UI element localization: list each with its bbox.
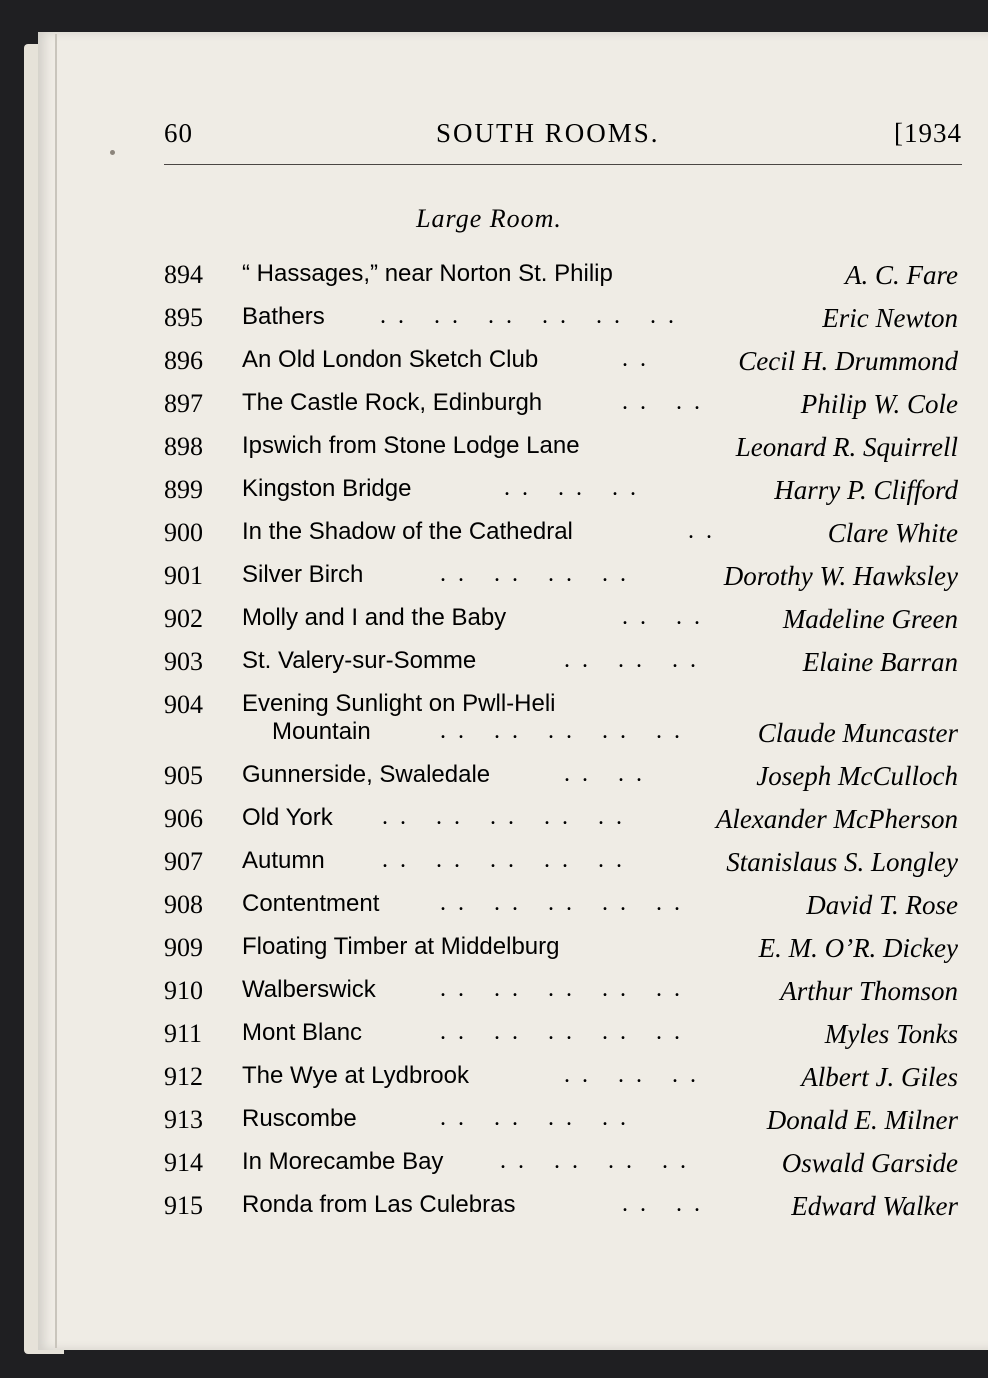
artwork-title: Gunnerside, Swaledale [242,761,491,788]
catalogue-number: 900 [164,518,203,547]
page-number: 60 [164,118,193,148]
artist-name: Alexander McPherson [715,804,958,834]
artist-name: Dorothy W. Hawksley [723,561,958,591]
section-title: Large Room. [416,204,562,233]
artist-name: Arthur Thomson [780,976,958,1006]
artist-name: A. C. Fare [845,260,958,290]
leader-dots: . . [622,346,649,372]
year-marker: [1934 [894,118,962,148]
list-item [164,383,960,426]
artist-name: Eric Newton [822,303,958,333]
list-item [164,927,960,970]
catalogue-number: 913 [164,1105,203,1134]
artwork-title: In the Shadow of the Cathedral [242,518,573,545]
artist-name: Harry P. Clifford [774,475,958,505]
catalogue-number: 903 [164,647,203,676]
catalogue-number: 895 [164,303,203,332]
artist-name: Elaine Barran [802,647,958,677]
artwork-title: Walberswick [242,976,376,1003]
page-header [164,112,962,152]
leader-dots: . . . . . . . . . . [382,847,625,873]
list-item [164,555,960,598]
leader-dots: . . [688,518,715,544]
artist-name: Claude Muncaster [757,718,958,748]
list-item [164,1013,960,1056]
leader-dots: . . . . . . . . [440,1105,629,1131]
artist-name: Myles Tonks [824,1019,958,1049]
catalogue-number: 904 [164,690,203,719]
leader-dots: . . . . . . [564,647,699,673]
catalogue-number: 915 [164,1191,203,1220]
catalogue-number: 912 [164,1062,203,1091]
catalogue-number: 894 [164,260,203,289]
artwork-title: Bathers [242,303,325,330]
leader-dots: . . . . . . . . . . [440,718,683,744]
artwork-title: Contentment [242,890,380,917]
artwork-title: Evening Sunlight on Pwll-Heli [242,690,556,717]
catalogue-number: 899 [164,475,203,504]
list-item [164,798,960,841]
artwork-title: “ Hassages,” near Norton St. Philip [242,260,613,287]
artwork-title: Old York [242,804,333,831]
list-item [164,1185,960,1228]
catalogue-number: 906 [164,804,203,833]
catalogue-number: 911 [164,1019,203,1048]
leader-dots: . . . . . . . . [500,1148,689,1174]
leader-dots: . . . . . . [564,1062,699,1088]
running-title: SOUTH ROOMS. [436,118,660,148]
catalogue-number: 908 [164,890,203,919]
leader-dots: . . . . . . . . . . . . [380,303,677,329]
catalogue-number: 914 [164,1148,203,1177]
artist-name: Donald E. Milner [766,1105,958,1135]
artist-name: Stanislaus S. Longley [726,847,958,877]
artist-name: Joseph McCulloch [756,761,958,791]
list-item [164,970,960,1013]
catalogue-number: 901 [164,561,203,590]
artwork-title-continued: Mountain [272,718,371,745]
artwork-title: Floating Timber at Middelburg [242,933,560,960]
catalogue-number: 907 [164,847,203,876]
leader-dots: . . . . [564,761,645,787]
catalogue-number: 902 [164,604,203,633]
artwork-title: In Morecambe Bay [242,1148,444,1175]
artwork-title: The Wye at Lydbrook [242,1062,470,1089]
list-item [164,598,960,641]
artist-name: Leonard R. Squirrell [735,432,958,462]
catalogue-number: 905 [164,761,203,790]
leader-dots: . . . . . . . . . . [440,976,683,1002]
artist-name: David T. Rose [806,890,958,920]
list-item [164,340,960,383]
list-item [164,841,960,884]
list-item [164,254,960,297]
catalogue-list [164,254,960,1228]
artwork-title: St. Valery-sur-Somme [242,647,477,674]
leader-dots: . . . . . . . . . . [382,804,625,830]
artist-name: Oswald Garside [781,1148,958,1178]
list-item [164,469,960,512]
artwork-title: Ipswich from Stone Lodge Lane [242,432,580,459]
artwork-title: The Castle Rock, Edinburgh [242,389,543,416]
artist-name: E. M. O’R. Dickey [758,933,958,963]
catalogue-number: 896 [164,346,203,375]
artwork-title: Ruscombe [242,1105,357,1132]
catalogue-number: 909 [164,933,203,962]
list-item [164,755,960,798]
list-item [164,1142,960,1185]
leader-dots: . . . . [622,389,703,415]
catalogue-number: 897 [164,389,203,418]
artwork-title: Molly and I and the Baby [242,604,507,631]
artist-name: Albert J. Giles [801,1062,958,1092]
artist-name: Philip W. Cole [800,389,958,419]
paper-speck [110,150,115,155]
catalogue-number: 898 [164,432,203,461]
leader-dots: . . . . [622,1191,703,1217]
list-item [164,884,960,927]
list-item [164,641,960,684]
list-item [164,426,960,469]
artist-name: Cecil H. Drummond [738,346,958,376]
list-item [164,684,960,755]
artwork-title: Mont Blanc [242,1019,363,1046]
list-item [164,297,960,340]
artist-name: Clare White [827,518,958,548]
artwork-title: An Old London Sketch Club [242,346,539,373]
leader-dots: . . . . . . . . . . [440,1019,683,1045]
list-item [164,512,960,555]
catalogue-number: 910 [164,976,203,1005]
page-gutter [55,34,57,1348]
artist-name: Edward Walker [791,1191,958,1221]
leader-dots: . . . . . . . . . . [440,890,683,916]
artist-name: Madeline Green [782,604,958,634]
artwork-title: Ronda from Las Culebras [242,1191,516,1218]
header-rule [164,164,962,165]
artwork-title: Kingston Bridge [242,475,412,502]
artwork-title: Silver Birch [242,561,364,588]
list-item [164,1099,960,1142]
list-item [164,1056,960,1099]
leader-dots: . . . . [622,604,703,630]
leader-dots: . . . . . . [504,475,639,501]
leader-dots: . . . . . . . . [440,561,629,587]
artwork-title: Autumn [242,847,325,874]
